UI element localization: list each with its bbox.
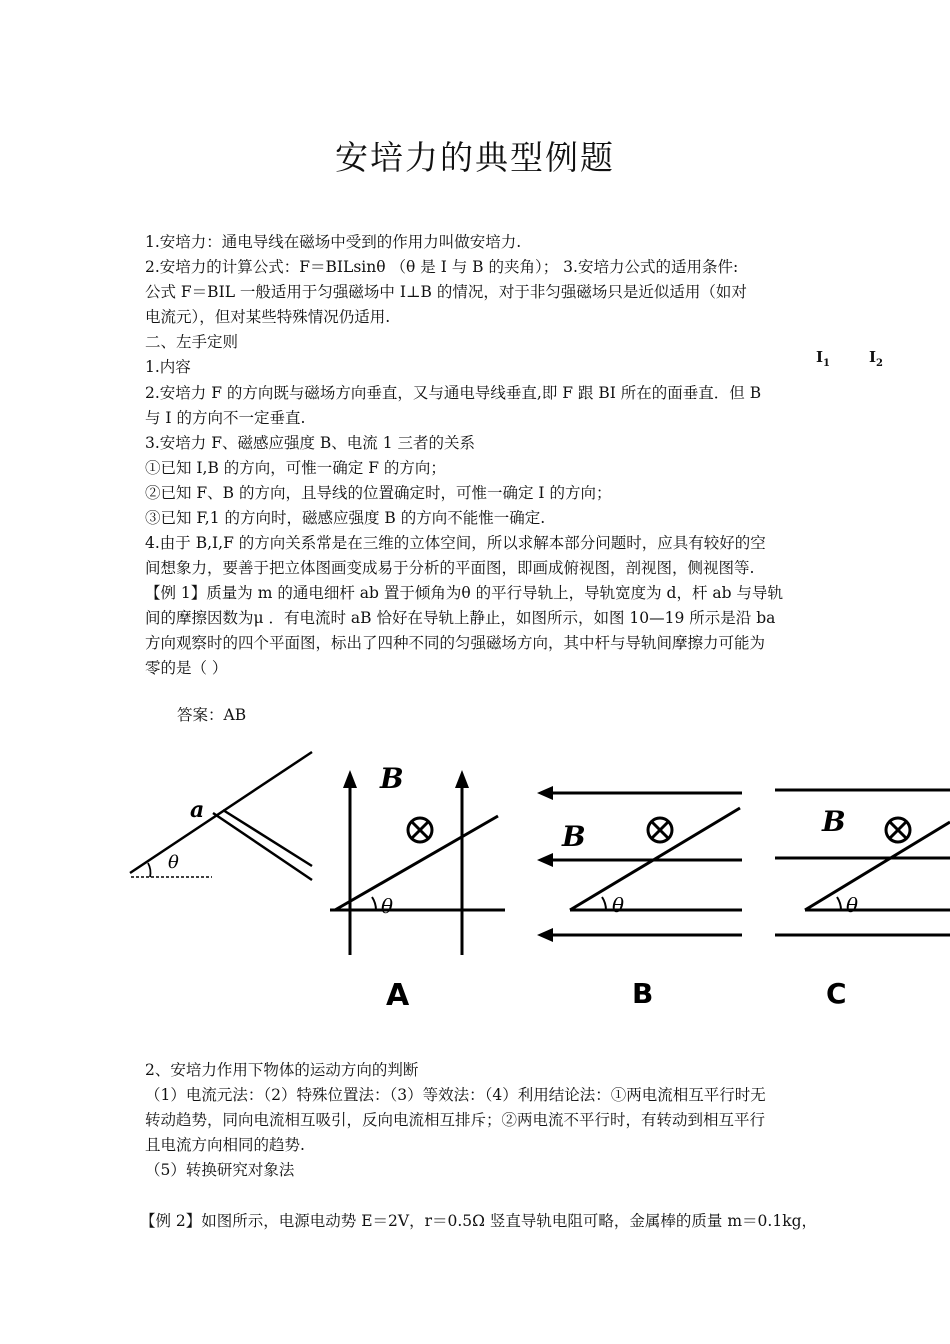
panel-label-c: C [826,977,847,1010]
diagram-c [775,790,950,935]
text-line: 1.内容 [145,358,191,376]
panel-label-a: A [386,978,410,1013]
section-heading: 二、左手定则 [145,333,239,351]
field-label-c: B [822,805,846,838]
text-line: 3.安培力 F、磁感应强度 B、电流 1 三者的关系 [145,434,476,452]
answer-text: 答案：AB [177,706,247,724]
example-2-text: 【例 2】如图所示，电源电动势 E＝2V，r＝0.5Ω 竖直导轨电阻可略，金属棒的质量 m＝0.1kg， [140,1212,818,1230]
text-line: 2.安培力的计算公式：F＝BILsinθ （θ 是 I 与 B 的夹角）； 3.安培力公式的适用条件: [145,258,739,276]
text-line: （5）转换研究对象法 [145,1161,295,1179]
section-heading-2: 2、安培力作用下物体的运动方向的判断 [145,1061,419,1079]
text-line: 且电流方向相同的趋势. [145,1136,305,1154]
theta-label: θ [381,894,394,918]
diagram-b [545,793,742,935]
rod-end-label: a [190,797,205,823]
text-line: 4.由于 B,I,F 的方向关系常是在三维的立体空间，所以求解本部分问题时，应具有较好的空 [145,534,766,552]
field-label-b: B [562,820,586,853]
perspective-diagram [130,752,312,880]
field-label-a: B [380,762,404,795]
diagram-a [330,785,505,955]
field-arrows-b [537,786,553,942]
text-line: 转动趋势，同向电流相互吸引，反向电流相互排斥；②两电流不平行时，有转动到相互平行 [145,1111,766,1129]
current-label-i1: $I_1$ [816,348,830,369]
text-line: （1）电流元法：（2）特殊位置法：（3）等效法：（4）利用结论法：①两电流相互平行时无 [145,1086,766,1104]
current-label-i2: $I_2$ [869,348,883,369]
example-1-text: 【例 1】质量为 m 的通电细杆 ab 置于倾角为θ 的平行导轨上，导轨宽度为 d，杆 ab 与导轨 [145,584,783,602]
text-line: 方向观察时的四个平面图，标出了四种不同的匀强磁场方向，其中杆与导轨间摩擦力可能为 [145,634,766,652]
text-line: 间的摩擦因数为μ ．有电流时 aB 恰好在导轨上静止，如图所示，如图 10—19 所示是沿 ba [145,609,776,627]
field-arrows-a [343,770,469,788]
text-line: 2.安培力 F 的方向既与磁场方向垂直，又与通电导线垂直,即 F 跟 BI 所在的面垂直．但 B [145,384,762,402]
text-line: ①已知 I,B 的方向，可惟一确定 F 的方向； [145,459,446,477]
theta-label: θ [846,893,859,917]
text-line: ③已知 F,1 的方向时，磁感应强度 B 的方向不能惟一确定. [145,509,546,527]
text-line: 公式 F＝BIL 一般适用于匀强磁场中 I⊥B 的情况，对于非匀强磁场只是近似适用（如对 [145,283,747,301]
page-title: 安培力的典型例题 [335,138,615,177]
text-line: 零的是（ ） [145,659,228,677]
theta-label: θ [168,852,179,873]
text-line: 与 I 的方向不一定垂直. [145,409,306,427]
text-line: ②已知 F、B 的方向，且导线的位置确定时，可惟一确定 I 的方向； [145,484,612,502]
text-line: 间想象力，要善于把立体图画变成易于分析的平面图，即画成俯视图，剖视图，侧视图等. [145,559,755,577]
text-line: 1.安培力：通电导线在磁场中受到的作用力叫做安培力. [145,233,522,251]
theta-label: θ [612,893,625,917]
text-line: 电流元），但对某些特殊情况仍适用. [145,308,391,326]
panel-label-b: B [632,977,654,1010]
